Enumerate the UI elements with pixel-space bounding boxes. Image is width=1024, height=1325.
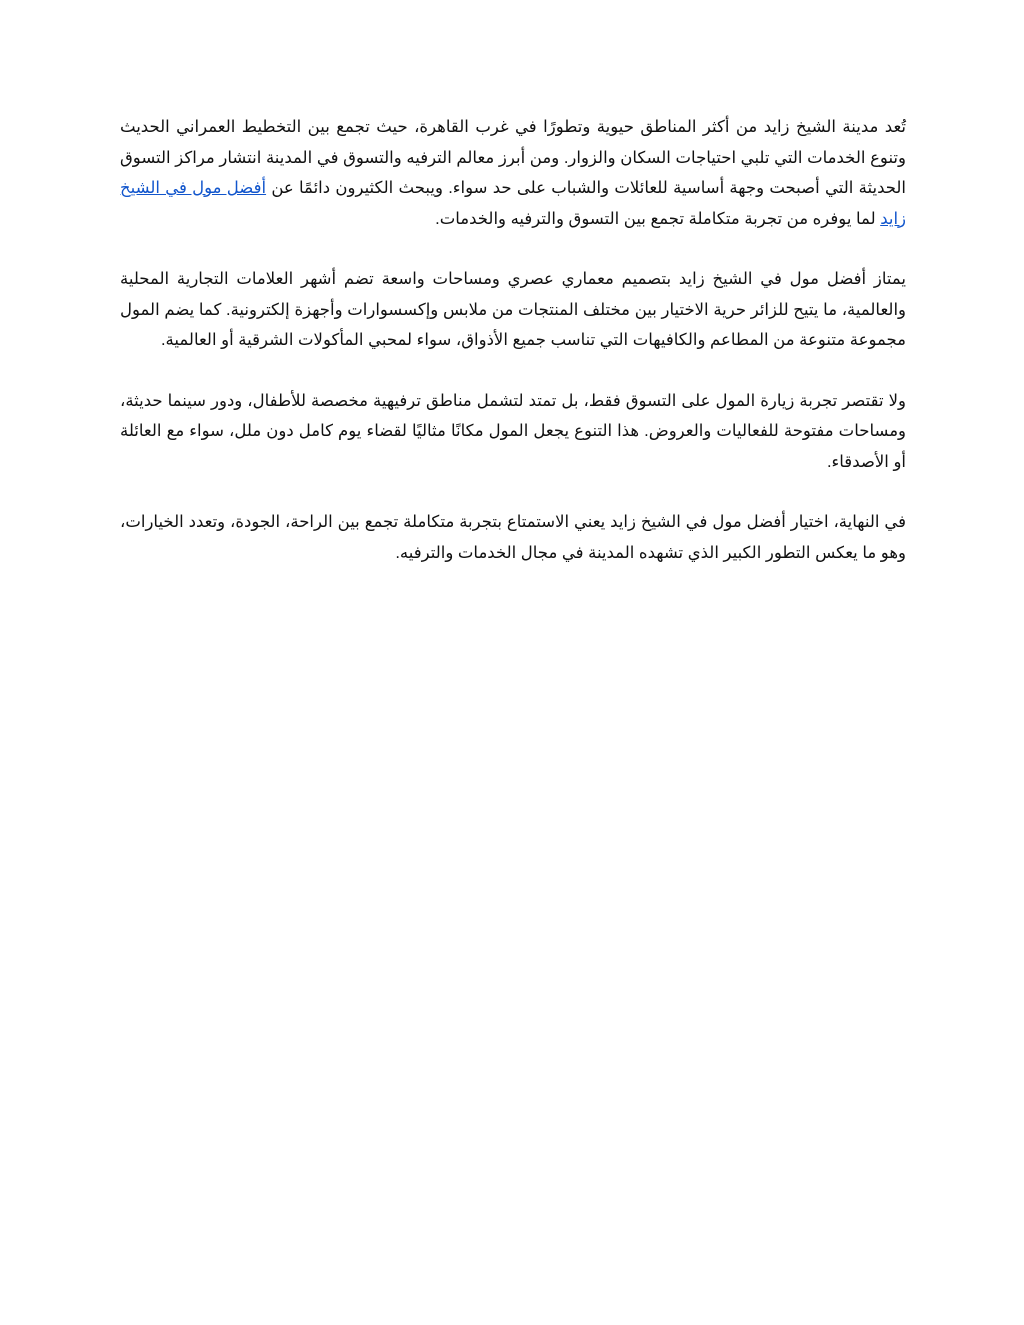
paragraph-features: يمتاز أفضل مول في الشيخ زايد بتصميم معماري عصري ومساحات واسعة تضم أشهر العلامات التجارية المحلية والعالمية، ما يتيح للزائر حرية الاختيار بين مختلف المنتجات من ملابس وإكسسوارات وأجهزة إلكترونية. كما يضم المول مجموعة متنوعة من المطاعم والكافيهات التي تناسب جميع الأذواق، سواء لمحبي المأكولات الشرقية أو العالمية. xyxy=(120,270,906,349)
paragraph-intro xyxy=(120,112,906,234)
best-mall-link[interactable]: أفضل مول في الشيخ زايد xyxy=(120,179,906,228)
paragraph-conclusion: في النهاية، اختيار أفضل مول في الشيخ زايد يعني الاستمتاع بتجربة متكاملة تجمع بين الراحة، الجودة، وتعدد الخيارات، وهو ما يعكس التطور الكبير الذي تشهده المدينة في مجال الخدمات والترفيه. xyxy=(120,513,906,562)
paragraph-entertainment: ولا تقتصر تجربة زيارة المول على التسوق فقط، بل تمتد لتشمل مناطق ترفيهية مخصصة للأطفال، ودور سينما حديثة، ومساحات مفتوحة للفعاليات والعروض. هذا التنوع يجعل المول مكانًا مثاليًا لقضاء يوم كامل دون ملل، سواء مع العائلة أو الأصدقاء. xyxy=(120,391,906,471)
intro-text-before-link: تُعد مدينة الشيخ زايد من أكثر المناطق حيوية وتطورًا في غرب القاهرة، حيث تجمع بين التخطيط العمراني الحديث وتنوع الخدمات التي تلبي احتياجات السكان والزوار. ومن أبرز معالم الترفيه والتسوق في المدينة انتشار مراكز التسوق الحديثة التي أصبحت وجهة أساسية للعائلات والشباب على حد سواء. ويبحث الكثيرون دائمًا عن xyxy=(120,118,906,197)
intro-text-after-link: لما يوفره من تجربة متكاملة تجمع بين التسوق والترفيه والخدمات. xyxy=(435,209,881,228)
document-page xyxy=(120,112,906,598)
